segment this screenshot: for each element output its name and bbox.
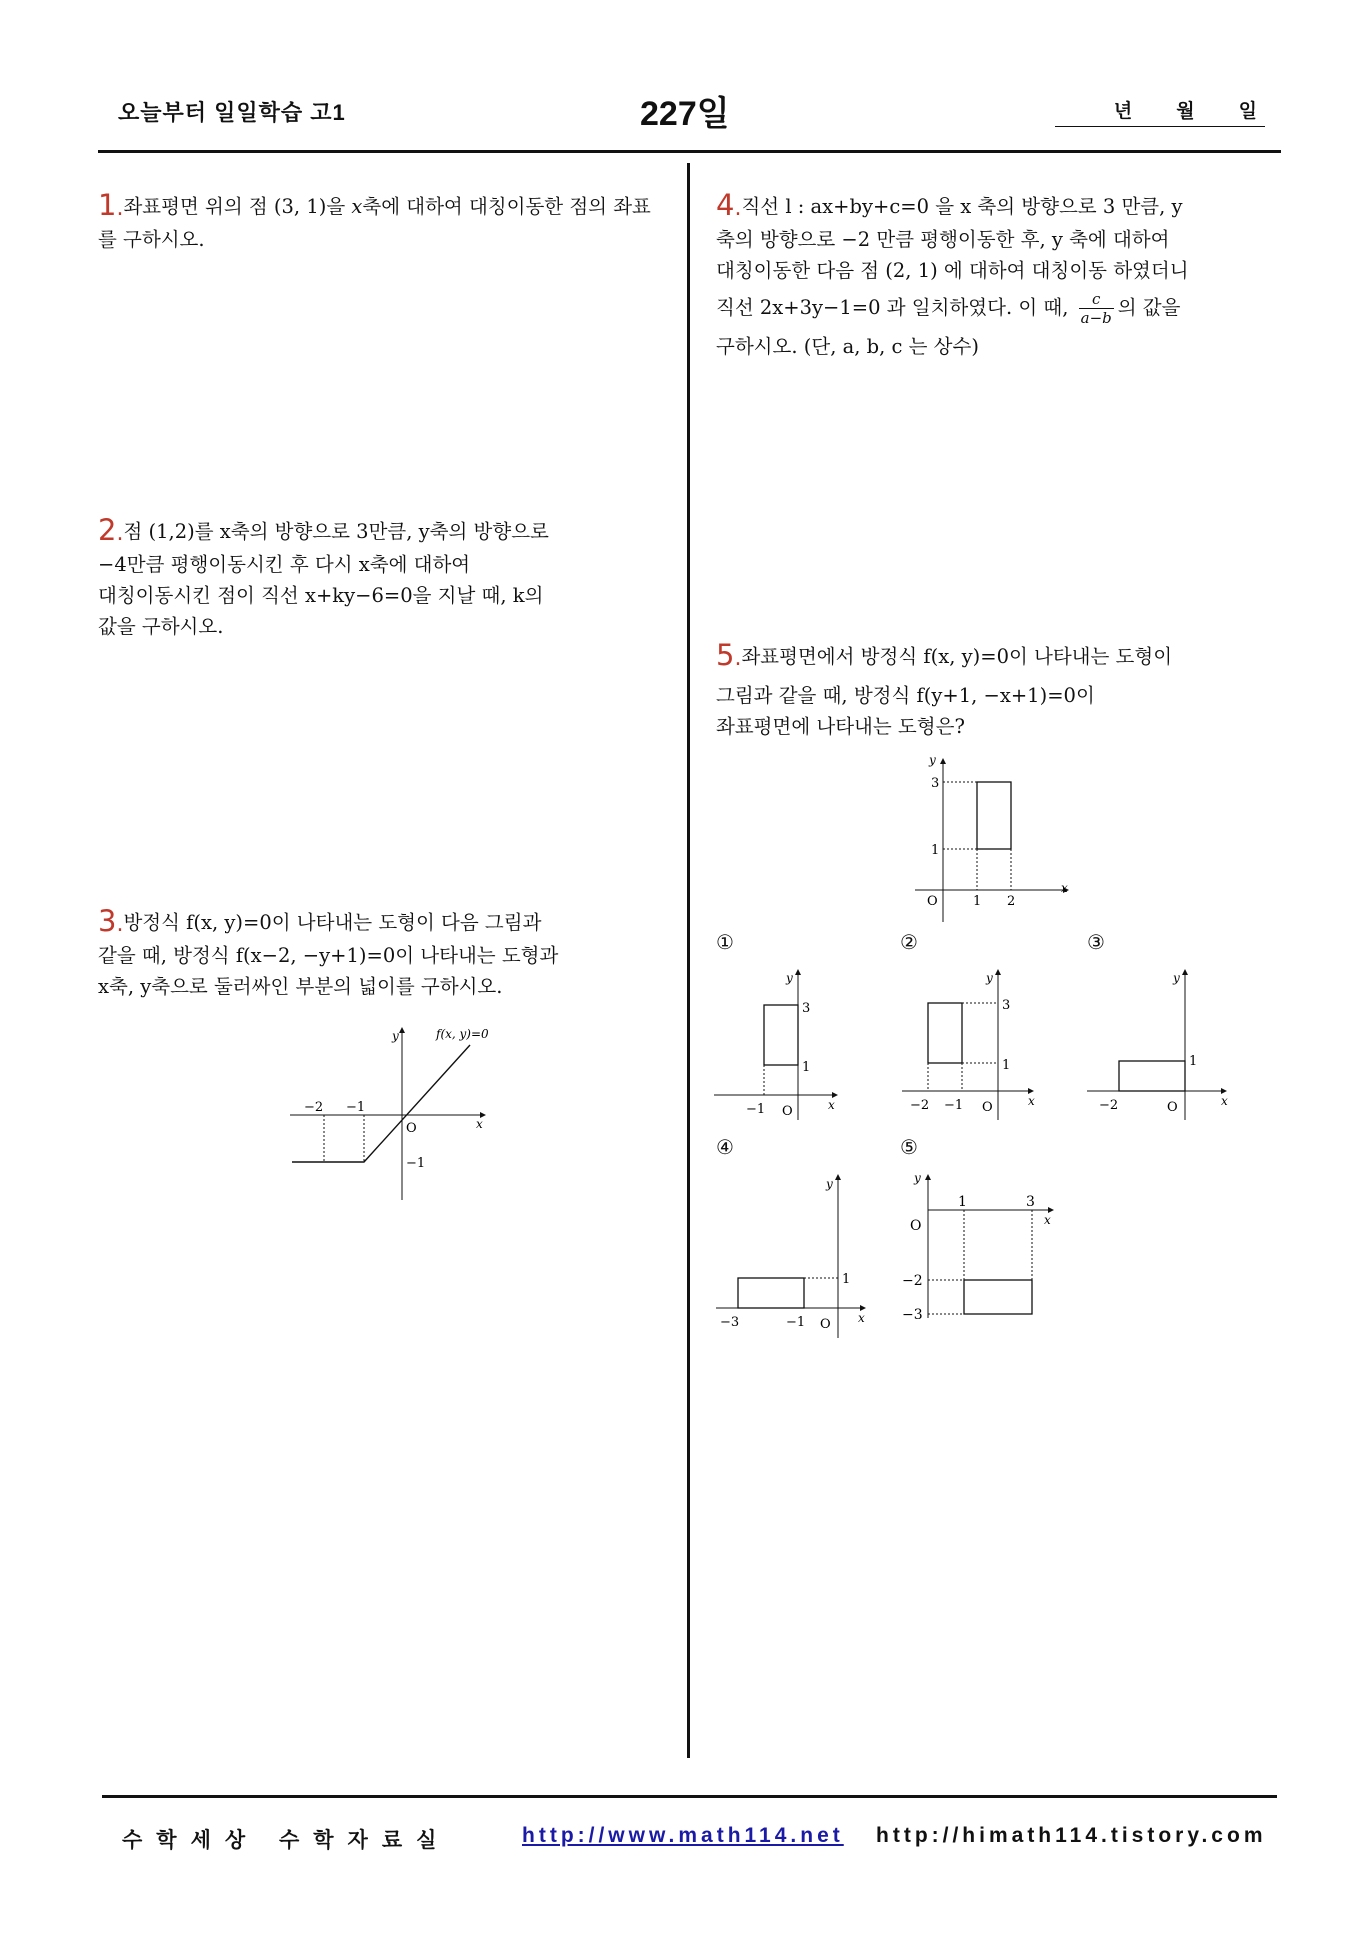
- question-text: 점 (1,2)를 x축의 방향으로 3만큼, y축의 방향으로: [123, 520, 549, 543]
- choice-2-number[interactable]: ②: [900, 930, 918, 954]
- footer-brand: 수학세상 수학자료실: [122, 1829, 451, 1852]
- question-4: [716, 190, 1276, 362]
- tick-label: 1: [802, 1060, 811, 1075]
- header-title: 오늘부터 일일학습 고1: [118, 100, 346, 125]
- graph-label: f(x, y)=0: [436, 1027, 489, 1041]
- tick-label: −1: [746, 1102, 766, 1117]
- choice-1-graph[interactable]: [710, 965, 850, 1125]
- question-text: 그림과 같을 때, 방정식 f(y+1, −x+1)=0이: [716, 684, 1095, 707]
- tick-label: −1: [406, 1156, 426, 1171]
- tick-label: 1: [1189, 1054, 1198, 1069]
- y-axis-arrow: [835, 1174, 841, 1180]
- question-var: x: [351, 195, 363, 218]
- q3-graph: [280, 1025, 500, 1200]
- q5-main-graph: [905, 750, 1075, 925]
- tick-label: −1: [346, 1100, 366, 1115]
- date-year: 년: [1113, 101, 1133, 122]
- y-axis-arrow: [795, 969, 801, 975]
- origin-label: O: [927, 894, 938, 909]
- choice-4-graph[interactable]: [712, 1168, 872, 1343]
- origin-label: O: [820, 1317, 831, 1332]
- question-text: 좌표평면에 나타내는 도형은?: [716, 715, 965, 738]
- rectangle: [977, 782, 1011, 849]
- fraction: [1079, 290, 1114, 327]
- question-3: [98, 906, 658, 1002]
- question-1: [98, 190, 658, 255]
- question-number: 3.: [98, 904, 124, 938]
- choice-1-number[interactable]: ①: [716, 930, 734, 954]
- tick-label: 2: [1007, 894, 1016, 909]
- y-axis-arrow: [995, 969, 1001, 975]
- question-text: 직선 2x+3y−1=0 과 일치하였다. 이 때,: [716, 296, 1069, 319]
- question-text: 축의 방향으로 −2 만큼 평행이동한 후, y 축에 대하여: [716, 228, 1170, 251]
- question-text: 구하시오. (단, a, b, c 는 상수): [716, 335, 979, 358]
- y-axis-arrow: [399, 1027, 405, 1033]
- top-rule: [98, 150, 1281, 153]
- rectangle: [964, 1280, 1032, 1314]
- axis-label: y: [986, 971, 993, 985]
- origin-label: O: [910, 1218, 922, 1234]
- rectangle: [738, 1278, 804, 1308]
- tick-label: 3: [1002, 998, 1011, 1013]
- axis-label: x: [1028, 1094, 1035, 1108]
- choice-4-number[interactable]: ④: [716, 1135, 734, 1159]
- origin-label: O: [782, 1104, 793, 1119]
- axis-label: y: [929, 753, 936, 767]
- axis-label: y: [826, 1177, 833, 1191]
- origin-label: O: [406, 1121, 417, 1136]
- question-5: [716, 640, 1276, 742]
- tick-label: 1: [958, 1194, 967, 1210]
- question-2: [98, 515, 658, 642]
- choice-5-number[interactable]: ⑤: [900, 1135, 918, 1159]
- question-text: 값을 구하시오.: [98, 615, 224, 638]
- question-text: 같을 때, 방정식 f(x−2, −y+1)=0이 나타내는 도형과: [98, 944, 559, 967]
- question-number: 4.: [716, 188, 742, 222]
- column-divider: [687, 163, 690, 1758]
- tick-label: −1: [944, 1098, 964, 1113]
- tick-label: −1: [786, 1315, 806, 1330]
- origin-label: O: [982, 1100, 993, 1115]
- question-text: −4만큼 평행이동시킨 후 다시 x축에 대하여: [98, 553, 471, 576]
- tick-label: −2: [910, 1098, 930, 1113]
- tick-label: 3: [1026, 1194, 1035, 1210]
- y-axis-arrow: [940, 758, 946, 764]
- choice-5-graph[interactable]: [898, 1168, 1068, 1338]
- date-line: [1055, 96, 1265, 127]
- question-text: 축에 대하여 대칭이동한 점의 좌표를 구하시오.: [98, 195, 651, 251]
- axis-label: x: [828, 1098, 835, 1112]
- footer-link-math114[interactable]: http://www.math114.net: [522, 1824, 844, 1847]
- axis-label: x: [858, 1311, 865, 1325]
- question-text: 직선 l : ax+by+c=0 을 x 축의 방향으로 3 만큼, y: [741, 195, 1183, 218]
- choice-2-graph[interactable]: [898, 965, 1043, 1125]
- axis-label: x: [1061, 881, 1068, 895]
- question-number: 1.: [98, 188, 124, 222]
- tick-label: 1: [973, 894, 982, 909]
- bottom-rule: [102, 1795, 1277, 1798]
- day-title: 227일: [640, 95, 730, 133]
- choice-3-graph[interactable]: [1083, 965, 1238, 1125]
- tick-label: −3: [720, 1315, 740, 1330]
- choice-3-number[interactable]: ③: [1087, 930, 1105, 954]
- question-text: 좌표평면 위의 점 (3, 1)을: [123, 195, 352, 218]
- y-axis-arrow: [1182, 969, 1188, 975]
- tick-label: −2: [304, 1100, 324, 1115]
- tick-label: −3: [902, 1307, 923, 1323]
- rectangle: [764, 1005, 798, 1065]
- question-text: 좌표평면에서 방정식 f(x, y)=0이 나타내는 도형이: [741, 645, 1173, 668]
- question-text: x축, y축으로 둘러싸인 부분의 넓이를 구하시오.: [98, 975, 503, 998]
- tick-label: 1: [1002, 1058, 1011, 1073]
- question-text: 대칭이동한 다음 점 (2, 1) 에 대하여 대칭이동 하였더니: [716, 259, 1189, 282]
- fraction-numerator: c: [1079, 290, 1114, 309]
- origin-label: O: [1167, 1100, 1178, 1115]
- rectangle: [928, 1003, 962, 1063]
- axis-label: y: [786, 971, 793, 985]
- question-number: 2.: [98, 513, 124, 547]
- fraction-denominator: a−b: [1080, 309, 1112, 327]
- question-text: 방정식 f(x, y)=0이 나타내는 도형이 다음 그림과: [123, 911, 542, 934]
- footer-link-tistory[interactable]: http://himath114.tistory.com: [876, 1824, 1267, 1847]
- question-text: 대칭이동시킨 점이 직선 x+ky−6=0을 지날 때, k의: [98, 584, 544, 607]
- axis-label: x: [1221, 1094, 1228, 1108]
- axis-label: x: [1044, 1213, 1051, 1227]
- tick-label: 3: [931, 776, 940, 791]
- tick-label: −2: [1099, 1098, 1119, 1113]
- tick-label: 1: [842, 1272, 851, 1287]
- question-text: 의 값을: [1117, 296, 1181, 319]
- axis-label: y: [914, 1171, 921, 1185]
- axis-label: y: [392, 1029, 399, 1043]
- tick-label: 3: [802, 1001, 811, 1016]
- date-day: 일: [1238, 101, 1257, 122]
- question-number: 5.: [716, 638, 742, 672]
- tick-label: 1: [931, 843, 940, 858]
- y-axis-arrow: [925, 1174, 931, 1180]
- axis-label: y: [1173, 971, 1180, 985]
- axis-label: x: [476, 1117, 483, 1131]
- tick-label: −2: [902, 1273, 923, 1289]
- date-month: 월: [1176, 101, 1195, 122]
- rectangle: [1119, 1061, 1185, 1091]
